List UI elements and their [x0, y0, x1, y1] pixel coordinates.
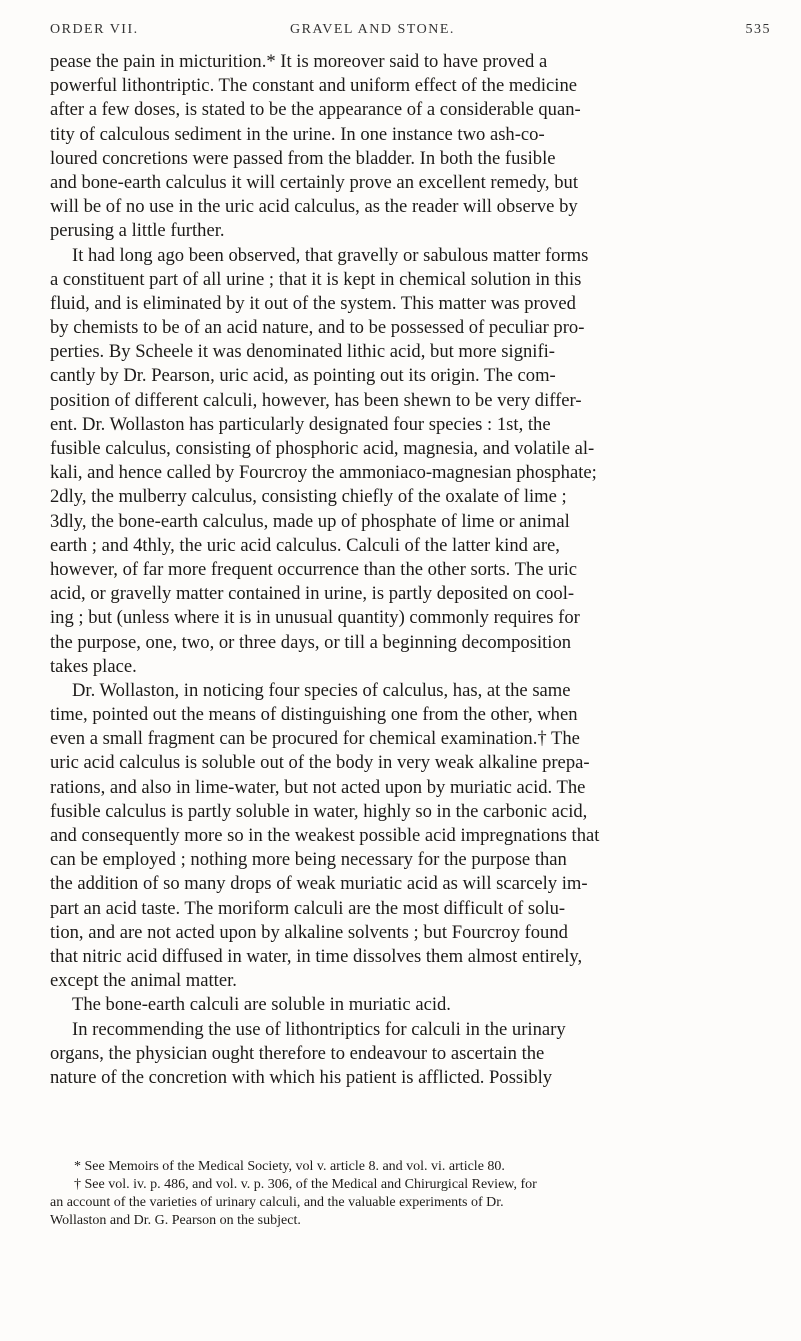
- text-line: powerful lithontriptic. The constant and uniform effect of the medicine: [50, 75, 578, 97]
- text-line: and consequently more so in the weakest possible acid impregnations that: [50, 825, 600, 846]
- text-line: perties. By Scheele it was denominated lithic acid, but more signifi-: [50, 341, 556, 363]
- footnote-line: † See vol. iv. p. 486, and vol. v. p. 306, of the Medical and Chirurgical Review, for: [74, 1177, 537, 1192]
- running-head-title: GRAVEL AND STONE.: [290, 22, 455, 37]
- text-line: nature of the concretion with which his patient is afflicted. Possibly: [50, 1066, 553, 1088]
- text-line: after a few doses, is stated to be the appearance of a considerable quan-: [50, 99, 581, 121]
- text-line: pease the pain in micturition.* It is moreover said to have proved a: [50, 51, 548, 72]
- text-line: fusible calculus, consisting of phosphoric acid, magnesia, and volatile al-: [50, 438, 595, 459]
- text-line: The bone-earth calculi are soluble in muriatic acid.: [72, 994, 451, 1016]
- text-line: perusing a little further.: [50, 220, 225, 242]
- text-line: the addition of so many drops of weak muriatic acid as will scarcely im-: [50, 873, 588, 895]
- text-line: 3dly, the bone-earth calculus, made up of phosphate of lime or animal: [50, 510, 570, 532]
- text-line: In recommending the use of lithontriptics for calculi in the urinary: [72, 1018, 566, 1040]
- footnote-line: Wollaston and Dr. G. Pearson on the subject.: [50, 1213, 301, 1228]
- text-line: ent. Dr. Wollaston has particularly designated four species : 1st, the: [50, 413, 551, 435]
- text-line: except the animal matter.: [50, 970, 237, 992]
- text-line: part an acid taste. The moriform calculi are the most difficult of solu-: [50, 897, 566, 919]
- footnote-line: * See Memoirs of the Medical Society, vol v. article 8. and vol. vi. article 80.: [74, 1159, 505, 1174]
- text-line: by chemists to be of an acid nature, and to be possessed of peculiar pro-: [50, 317, 585, 339]
- text-line: rations, and also in lime-water, but not acted upon by muriatic acid. The: [50, 776, 586, 798]
- body-text: [50, 50, 778, 1090]
- text-line: takes place.: [50, 655, 137, 677]
- footnote-line: an account of the varieties of urinary calculi, and the valuable experiments of Dr.: [50, 1195, 504, 1210]
- text-line: will be of no use in the uric acid calculus, as the reader will observe by: [50, 196, 578, 218]
- text-line: however, of far more frequent occurrence than the other sorts. The uric: [50, 558, 578, 580]
- text-line: that nitric acid diffused in water, in time dissolves them almost entirely,: [50, 945, 583, 967]
- text-line: organs, the physician ought therefore to endeavour to ascertain the: [50, 1042, 545, 1064]
- text-line: even a small fragment can be procured for chemical examination.† The: [50, 728, 580, 750]
- text-line: a constituent part of all urine ; that it is kept in chemical solution in this: [50, 268, 582, 290]
- text-line: position of different calculi, however, has been shewn to be very differ-: [50, 389, 582, 411]
- text-line: uric acid calculus is soluble out of the body in very weak alkaline prepa-: [50, 752, 590, 774]
- text-line: Dr. Wollaston, in noticing four species of calculus, has, at the same: [72, 679, 571, 701]
- text-line: the purpose, one, two, or three days, or till a beginning decomposition: [50, 631, 572, 653]
- text-line: fluid, and is eliminated by it out of the system. This matter was proved: [50, 292, 576, 314]
- running-head-order: ORDER VII.: [50, 22, 139, 37]
- text-line: tion, and are not acted upon by alkaline solvents ; but Fourcroy found: [50, 921, 568, 943]
- text-line: 2dly, the mulberry calculus, consisting chiefly of the oxalate of lime ;: [50, 486, 567, 508]
- text-line: cantly by Dr. Pearson, uric acid, as pointing out its origin. The com-: [50, 365, 556, 387]
- text-line: earth ; and 4thly, the uric acid calculus. Calculi of the latter kind are,: [50, 534, 560, 556]
- text-line: fusible calculus is partly soluble in water, highly so in the carbonic acid,: [50, 800, 588, 822]
- text-line: kali, and hence called by Fourcroy the ammoniaco-magnesian phosphate;: [50, 462, 597, 484]
- text-line: ing ; but (unless where it is in unusual quantity) commonly requires for: [50, 607, 580, 629]
- text-line: can be employed ; nothing more being necessary for the purpose than: [50, 849, 567, 871]
- text-line: and bone-earth calculus it will certainly prove an excellent remedy, but: [50, 171, 578, 193]
- text-line: time, pointed out the means of distinguishing one from the other, when: [50, 704, 578, 726]
- page-number: 535: [745, 22, 771, 37]
- footnotes: [50, 1158, 778, 1230]
- text-line: tity of calculous sediment in the urine. In one instance two ash-co-: [50, 123, 545, 145]
- text-line: loured concretions were passed from the bladder. In both the fusible: [50, 147, 556, 169]
- text-line: It had long ago been observed, that gravelly or sabulous matter forms: [72, 244, 589, 266]
- running-head: [50, 22, 771, 44]
- text-line: acid, or gravelly matter contained in urine, is partly deposited on cool-: [50, 583, 575, 605]
